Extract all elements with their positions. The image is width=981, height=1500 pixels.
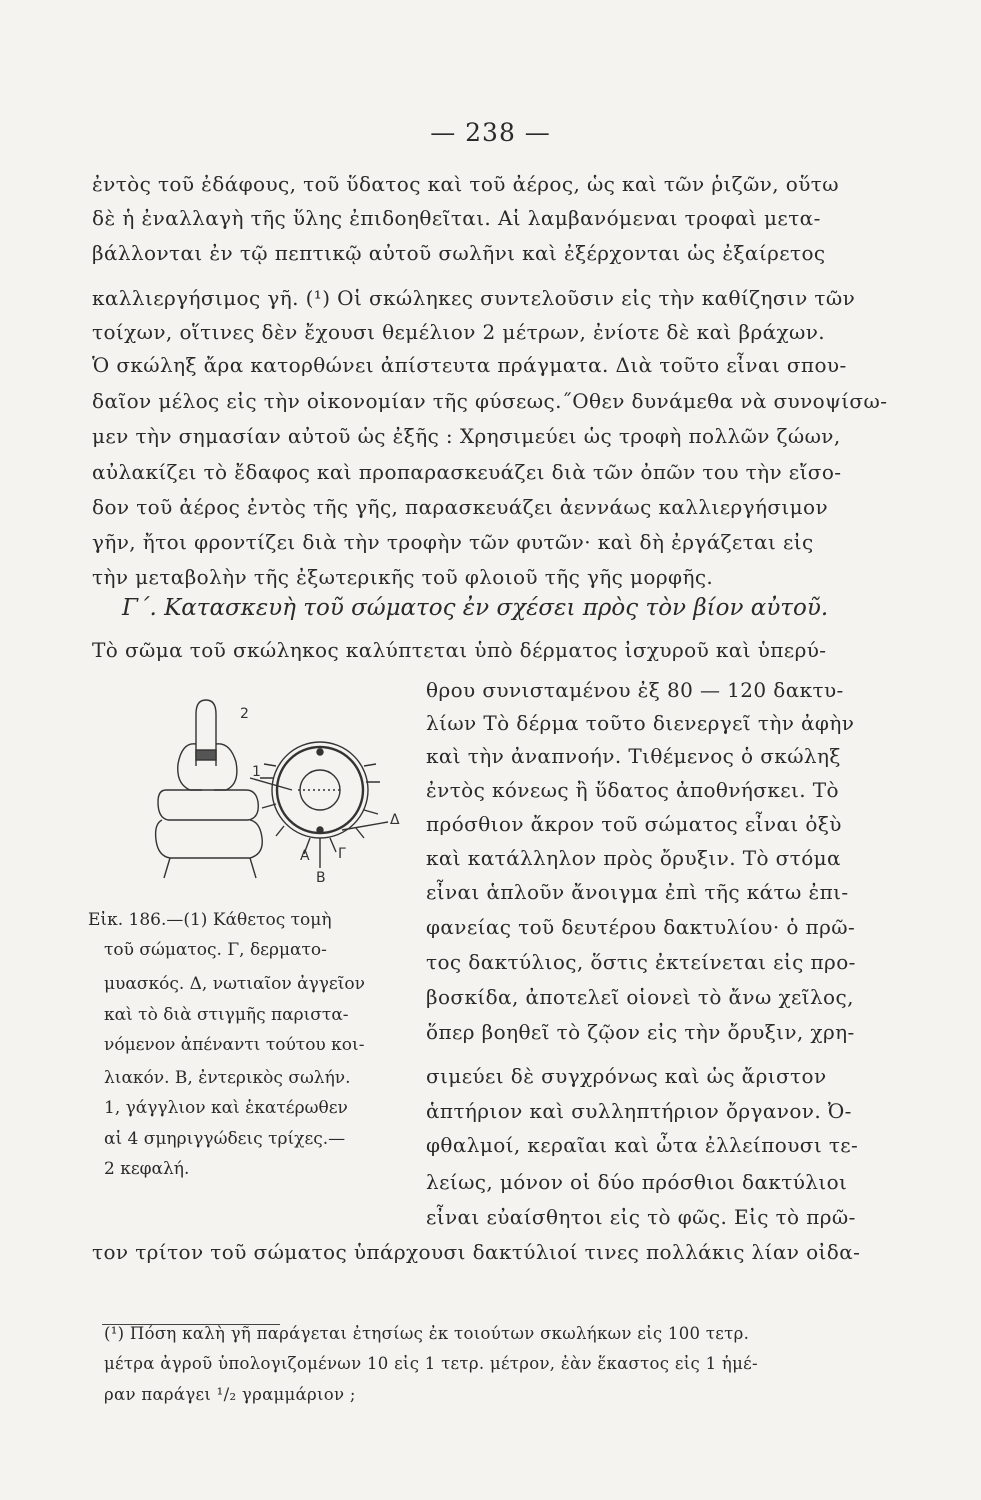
- body-line: τον τρίτον τοῦ σώματος ὑπάρχουσι δακτύλιοί τινες πολλάκις λίαν οἰδα-: [92, 1240, 861, 1264]
- body-line: τοίχων, οἵτινες δὲν ἔχουσι θεμέλιον 2 μέτρων, ἐνίοτε δὲ καὶ βράχων.: [92, 320, 826, 344]
- label-b: B: [316, 870, 326, 886]
- figure-caption-line: νόμενον ἀπέναντι τούτου κοι-: [104, 1035, 365, 1055]
- body-line: δαῖον μέλος εἰς τὴν οἰκονομίαν τῆς φύσεως.˝Οθεν δυνάμεθα νὰ συνοψίσω-: [92, 389, 888, 413]
- body-segment: [158, 790, 258, 820]
- body-line: δὲ ἡ ἐναλλαγὴ τῆς ὕλης ἐπιδοηθεῖται. Αἱ λαμβανόμεναι τροφαὶ μετα-: [92, 206, 821, 230]
- figure-caption-line: λιακόν. Β, ἐντερικὸς σωλήν.: [104, 1068, 351, 1088]
- label-2: 2: [240, 706, 249, 722]
- body-line: εἶναι εὐαίσθητοι εἰς τὸ φῶς. Εἰς τὸ πρῶ-: [426, 1205, 856, 1229]
- section-heading: Γ΄. Κατασκευὴ τοῦ σώματος ἐν σχέσει πρὸς τὸν βίον αὐτοῦ.: [122, 595, 829, 621]
- figure-caption-line: μυασκός. Δ, νωτιαῖον ἀγγεῖον: [104, 974, 365, 994]
- figure-caption-line: καὶ τὸ διὰ στιγμῆς παριστα-: [104, 1005, 349, 1025]
- label-1: 1: [252, 764, 261, 780]
- body-line: θρου συνισταμένου ἐξ 80 — 120 δακτυ-: [426, 678, 844, 702]
- ganglion-band: [196, 750, 216, 760]
- label-g: Γ: [338, 846, 346, 862]
- dorsal-vessel: [317, 749, 323, 755]
- side-lobe-right: [214, 744, 237, 790]
- footnote-line: (¹) Πόση καλὴ γῆ παράγεται ἐτησίως ἐκ τοιούτων σκωλήκων εἰς 100 τετρ.: [104, 1324, 750, 1343]
- body-segment-edge: [164, 858, 256, 878]
- figure-caption-line: Εἰκ. 186.—(1) Κάθετος τομὴ: [88, 910, 332, 930]
- label-a: A: [300, 848, 310, 864]
- body-line: ἐντὸς τοῦ ἐδάφους, τοῦ ὕδατος καὶ τοῦ ἀέρος, ὡς καὶ τῶν ῥιζῶν, οὕτω: [92, 172, 839, 196]
- body-line: Τὸ σῶμα τοῦ σκώληκος καλύπτεται ὑπὸ δέρματος ἰσχυροῦ καὶ ὑπερύ-: [92, 638, 827, 662]
- body-line: λείως, μόνον οἱ δύο πρόσθιοι δακτύλιοι: [426, 1170, 848, 1194]
- body-line: πρόσθιον ἄκρον τοῦ σώματος εἶναι ὀξὺ: [426, 812, 842, 836]
- body-line: δον τοῦ ἀέρος ἐντὸς τῆς γῆς, παρασκευάζει ἀεννάως καλλιεργήσιμον: [92, 495, 829, 519]
- body-line: καλλιεργήσιμος γῆ. (¹) Οἱ σκώληκες συντελοῦσιν εἰς τὴν καθίζησιν τῶν: [92, 286, 856, 310]
- body-line: μεν τὴν σημασίαν αὐτοῦ ὡς ἐξῆς : Χρησιμεύει ὡς τροφὴ πολλῶν ζώων,: [92, 424, 841, 448]
- body-line: ὅπερ βοηθεῖ τὸ ζῷον εἰς τὴν ὄρυξιν, χρη-: [426, 1020, 855, 1044]
- body-line: λίων Τὸ δέρμα τοῦτο διενεργεῖ τὴν ἀφὴν: [426, 711, 855, 735]
- body-line: καὶ κατάλληλον πρὸς ὄρυξιν. Τὸ στόμα: [426, 846, 841, 870]
- body-line: φανείας τοῦ δευτέρου δακτυλίου· ὁ πρῶ-: [426, 915, 856, 939]
- body-line: Ὁ σκώληξ ἄρα κατορθώνει ἀπίστευτα πράγματα. Διὰ τοῦτο εἶναι σπου-: [92, 353, 847, 377]
- figure-caption-line: τοῦ σώματος. Γ, δερματο-: [104, 940, 327, 960]
- figure-caption-line: 2 κεφαλή.: [104, 1159, 190, 1179]
- ventral-vessel: [317, 827, 323, 833]
- figure-caption-line: 1, γάγγλιον καὶ ἑκατέρωθεν: [104, 1098, 348, 1118]
- body-line: γῆν, ἤτοι φροντίζει διὰ τὴν τροφὴν τῶν φυτῶν· καὶ δὴ ἐργάζεται εἰς: [92, 530, 814, 554]
- body-line: ἐντὸς κόνεως ἢ ὕδατος ἀποθνήσκει. Τὸ: [426, 778, 839, 802]
- body-segment: [156, 820, 263, 858]
- body-line: καὶ τὴν ἀναπνοήν. Τιθέμενος ὁ σκώληξ: [426, 744, 841, 768]
- body-line: τὴν μεταβολὴν τῆς ἐξωτερικῆς τοῦ φλοιοῦ τῆς γῆς μορφῆς.: [92, 565, 714, 589]
- footnote-line: μέτρα ἀγροῦ ὑπολογιζομένων 10 εἰς 1 τετρ. μέτρον, ἐὰν ἕκαστος εἰς 1 ἡμέ-: [104, 1354, 758, 1373]
- label-d: Δ: [390, 812, 400, 828]
- figure-caption-line: αἱ 4 σμηριγγώδεις τρίχες.—: [104, 1129, 346, 1149]
- body-line: ἁπτήριον καὶ συλληπτήριον ὄργανον. Ὀ-: [426, 1099, 852, 1123]
- body-line: βάλλονται ἐν τῷ πεπτικῷ αὐτοῦ σωλῆνι καὶ ἐξέρχονται ὡς ἐξαίρετος: [92, 241, 826, 265]
- body-line: εἶναι ἁπλοῦν ἄνοιγμα ἐπὶ τῆς κάτω ἐπι-: [426, 880, 849, 904]
- body-line: σιμεύει δὲ συγχρόνως καὶ ὡς ἄριστον: [426, 1064, 827, 1088]
- body-line: βοσκίδα, ἀποτελεῖ οἱονεὶ τὸ ἄνω χεῖλος,: [426, 985, 854, 1009]
- body-line: αὐλακίζει τὸ ἔδαφος καὶ προπαρασκευάζει διὰ τῶν ὀπῶν του τὴν εἴσο-: [92, 460, 842, 484]
- worm-anatomy-figure: [152, 694, 412, 894]
- body-line: τος δακτύλιος, ὅστις ἐκτείνεται εἰς προ-: [426, 950, 856, 974]
- page-number: — 238 —: [430, 118, 551, 147]
- footnote-line: ραν παράγει ¹/₂ γραμμάριον ;: [104, 1385, 356, 1404]
- body-line: φθαλμοί, κεραῖαι καὶ ὦτα ἐλλείπουσι τε-: [426, 1133, 859, 1157]
